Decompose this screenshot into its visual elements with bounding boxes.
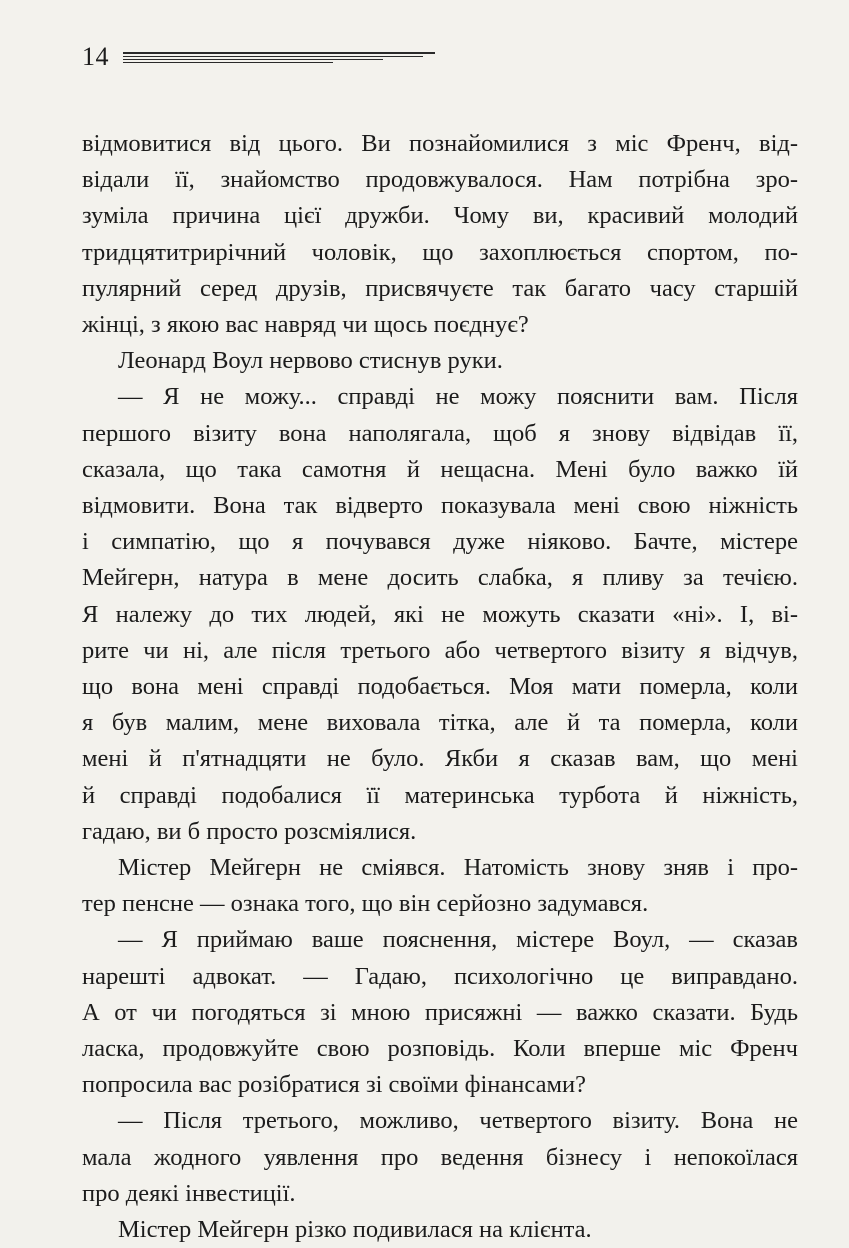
text-line: мені й п'ятнадцяти не було. Якби я сказав вам, що мені	[82, 745, 798, 773]
text-line: попросила вас розібратися зі своїми фінансами?	[82, 1071, 586, 1099]
text-line: рите чи ні, але після третього або четвертого візиту я відчув,	[82, 636, 798, 664]
paragraph	[82, 126, 798, 343]
text-line: А от чи погодяться зі мною присяжні — важко сказати. Будь	[82, 998, 798, 1026]
text-line: й справді подобалися її материнська турбота й ніжність,	[82, 781, 798, 809]
text-line: Леонард Воул нервово стиснув руки.	[118, 347, 503, 375]
paragraph	[82, 379, 798, 850]
paragraph	[82, 1212, 798, 1248]
text-line: першого візиту вона наполягала, щоб я знову відвідав її,	[82, 419, 798, 447]
text-line: Мейгерн, натура в мене досить слабка, я пливу за течією.	[82, 564, 798, 592]
text-line: жінці, з якою вас навряд чи щось поєднує?	[82, 311, 529, 339]
text-line: відмовити. Вона так відверто показувала мені свою ніжність	[82, 492, 798, 520]
text-line: Містер Мейгерн різко подивилася на клієнта.	[118, 1216, 592, 1244]
paragraph	[82, 850, 798, 922]
text-line: про деякі інвестиції.	[82, 1179, 296, 1207]
text-line: нарешті адвокат. — Гадаю, психологічно це виправдано.	[82, 962, 798, 990]
text-line: і симпатію, що я почувався дуже ніяково. Бачте, містере	[82, 528, 798, 556]
text-line: що вона мені справді подобається. Моя мати померла, коли	[82, 673, 798, 701]
text-line: ласка, продовжуйте свою розповідь. Коли вперше міс Френч	[82, 1035, 798, 1063]
text-line: зуміла причина цієї дружби. Чому ви, красивий молодий	[82, 202, 798, 230]
paragraph	[82, 343, 798, 379]
paragraph	[82, 922, 798, 1103]
paragraph	[82, 1103, 798, 1212]
text-line: відмовитися від цього. Ви познайомилися з міс Френч, від-	[82, 130, 798, 157]
text-line: пулярний серед друзів, присвячуєте так багато часу старшій	[82, 274, 798, 302]
text-line: я був малим, мене виховала тітка, але й та померла, коли	[82, 709, 798, 737]
header-rule-ornament	[123, 50, 435, 64]
text-line: відали її, знайомство продовжувалося. Нам потрібна зро-	[82, 166, 798, 194]
text-line: — Я приймаю ваше пояснення, містере Воул, — сказав	[118, 926, 798, 954]
page-header	[82, 44, 435, 70]
text-line: тер пенсне — ознака того, що він серйозно задумався.	[82, 890, 649, 918]
text-line: Містер Мейгерн не сміявся. Натомість знову зняв і про-	[118, 854, 798, 882]
text-line: тридцятитрирічний чоловік, що захоплюється спортом, по-	[82, 238, 798, 266]
text-line: мала жодного уявлення про ведення бізнесу і непокоїлася	[82, 1143, 798, 1171]
text-line: Я належу до тих людей, які не можуть сказати «ні». І, ві-	[82, 600, 798, 628]
text-line: гадаю, ви б просто розсміялися.	[82, 817, 417, 845]
page-number: 14	[82, 42, 109, 71]
text-line: — Я не можу... справді не можу пояснити вам. Після	[118, 383, 798, 411]
text-line: — Після третього, можливо, четвертого візиту. Вона не	[118, 1107, 798, 1135]
text-line: сказала, що така самотня й нещасна. Мені було важко їй	[82, 455, 798, 483]
body-text	[82, 126, 798, 1248]
